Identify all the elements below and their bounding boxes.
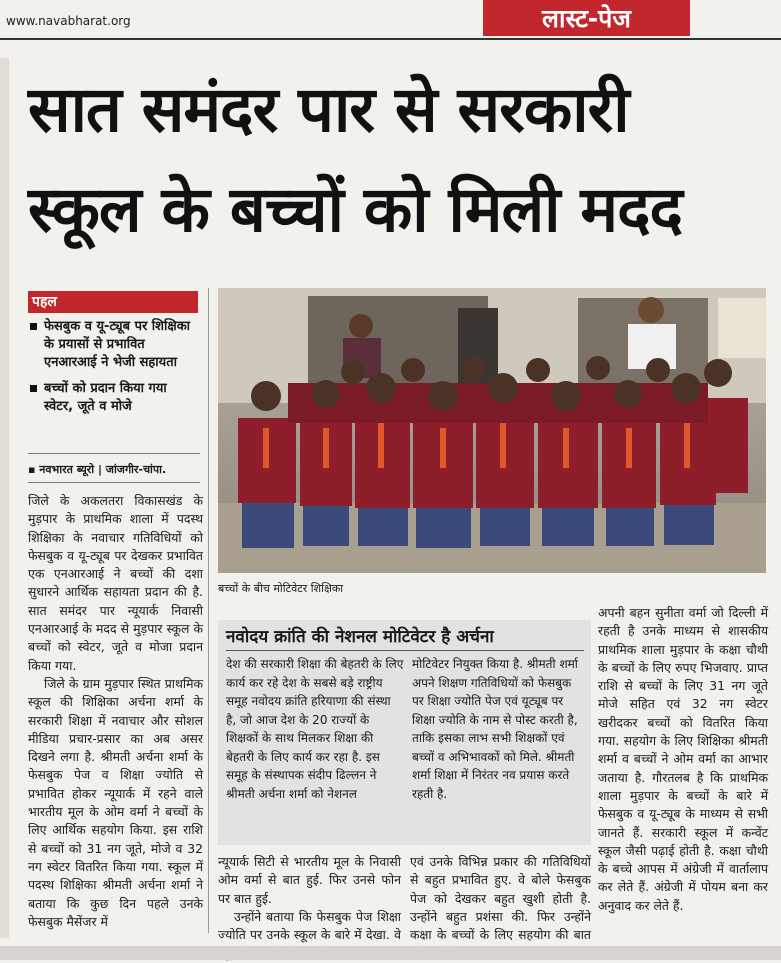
article-paragraph: एवं उनके विभिन्न प्रकार की गतिविधियों से बहुत प्रभावित हुए. वे बोले फेसबुक पेज को देखकर बहुत खुशी होती है. उन्होंने बहुत प्रशंसा की. फिर उन्होंने कक्षा के बच्चों के लिए सहयोग की बात — [410, 854, 591, 943]
photo-caption: बच्चों के बीच मोटिवेटर शिक्षिका — [218, 582, 344, 595]
byline-divider — [28, 453, 200, 454]
inset-paragraph: देश की सरकारी शिक्षा की बेहतरी के लिए कार्य कर रहे देश के सबसे बड़े राष्ट्रीय समूह नवोदय क्रांति हरियाणा की संस्था है, जो आज देश के 20 राज्यों के शिक्षकों के साथ मिलकर शिक्षा की बेहतरी के लिए कार्य कर रहा है. इस समूह के संस्थापक संदीप ढिल्लन ने श्रीमती अर्चना शर्मा को नेशनल — [226, 657, 404, 801]
column-rule — [208, 288, 209, 933]
highlight-item: बच्चों को प्रदान किया गया स्वेटर, जूते व मोजे — [28, 380, 200, 416]
article-paragraph: जिले के ग्राम मुड़पार स्थित प्राथमिक स्कूल की शिक्षिका अर्चना शर्मा के सरकारी शिक्षा में नवाचार और सोशल मीडिया प्रचार-प्रसार का अब असर दिखने लगा है. श्रीमती अर्चना शर्मा के फेसबुक पेज व शिक्षा ज्योति से प्रभावित होकर न्यूयार्क में रहने वाले भारतीय मूल के ओम वर्मा ने बच्चों के लिए आर्थिक सहयोग किया. इस राशि से बच्चों को 31 नग जूते, मोजे व 32 नग स्वेटर वितरित किया गया. स्कूल में पदस्थ शिक्षिका श्रीमती अर्चना शर्मा ने बताया कि कुछ दिन पहले उनके फेसबुक मैसेंजर में — [28, 675, 203, 929]
byline-divider — [28, 482, 200, 483]
section-label: लास्ट-पेज — [483, 0, 690, 36]
highlight-list — [28, 318, 200, 424]
highlight-item: फेसबुक व यू-ट्यूब पर शिक्षिका के प्रयासों से प्रभावित एनआरआई ने भेजी सहायता — [28, 318, 200, 372]
inset-column-1 — [226, 655, 404, 841]
story-tag: पहल — [28, 291, 198, 313]
article-column-2 — [218, 853, 401, 941]
masthead-divider — [0, 38, 781, 40]
byline: ▪ नवभारत ब्यूरो | जांजगीर-चांपा. — [28, 463, 167, 476]
article-column-1 — [28, 492, 203, 942]
article-paragraph: न्यूयार्क सिटी से भारतीय मूल के निवासी ओम वर्मा से बात हुई. फिर उनसे फोन पर बात हुई. — [218, 854, 401, 906]
headline — [28, 60, 768, 260]
article-paragraph: जिले के अकलतरा विकासखंड के मुड़पार के प्राथमिक शाला में पदस्थ शिक्षिका के नवाचार गतिविधियों को फेसबुक व यू-ट्यूब पर देखकर प्रभावित एक एनआरआई ने बच्चों की दशा सुधारने आर्थिक सहायता प्रदान की है. सात समंदर पार न्यूयार्क निवासी एनआरआई के मदद से मुड़पार स्कूल के बच्चों को स्वेटर, जूते व मोजा प्रदान किया गया. — [28, 493, 203, 673]
website-url: www.navabharat.org — [6, 14, 131, 28]
inset-paragraph: मोटिवेटर नियुक्त किया है. श्रीमती शर्मा अपने शिक्षण गतिविधियों को फेसबुक पर शिक्षा ज्योति पेज एवं यूट्यूब पर शिक्षा ज्योति के नाम से पोस्ट करती है, ताकि इसका लाभ सभी शिक्षकों एवं बच्चों व अभिभावकों को मिले. श्रीमती शर्मा शिक्षा में निरंतर नव प्रयास करते रहती है. — [412, 657, 578, 801]
byline-text: नवभारत ब्यूरो | जांजगीर-चांपा. — [39, 463, 167, 476]
inset-box-title: नवोदय क्रांति की नेशनल मोटिवेटर है अर्चना — [226, 627, 494, 647]
inset-title-rule — [226, 650, 584, 651]
headline-line-2: स्कूल के बच्चों को मिली मदद — [28, 173, 683, 246]
students-photo — [218, 288, 766, 573]
page-gutter — [0, 58, 9, 938]
article-paragraph: उन्होंने बताया कि फेसबुक पेज शिक्षा ज्योति पर उनके स्कूल के बारे में देखा. वे — [218, 908, 401, 943]
bottom-strip — [0, 946, 781, 960]
headline-line-1: सात समंदर पार से सरकारी — [28, 73, 629, 146]
inset-column-2 — [412, 655, 584, 841]
article-column-3 — [410, 853, 591, 941]
article-paragraph: अपनी बहन सुनीता वर्मा जो दिल्ली में रहती है उनके माध्यम से शासकीय प्राथमिक शाला मुड़पार के कक्षा चौथी के बच्चों के लिए रुपए भिजवाए. प्राप्त राशि से बच्चों के लिए 31 नग जूते मोजे सहित एवं 32 नग स्वेटर खरीदकर बच्चों को वितरित किया गया. सहयोग के लिए शिक्षिका श्रीमती शर्मा व बच्चों ने ओम वर्मा का आभार जताया है. गौरतलब है कि प्राथमिक शाला मुड़पार के बच्चों के बारे में फेसबुक व यू-ट्यूब के माध्यम से सभी जानते हैं. सरकारी स्कूल में कन्वेंट स्कूल जैसी पढ़ाई होती है. कक्षा चौथी के बच्चे आपस में अंग्रेजी में वार्तालाप कर लेते हैं. अंग्रेजी में पोयम बना कर अनुवाद कर लेते हैं. — [598, 605, 768, 913]
article-column-4 — [598, 604, 768, 942]
